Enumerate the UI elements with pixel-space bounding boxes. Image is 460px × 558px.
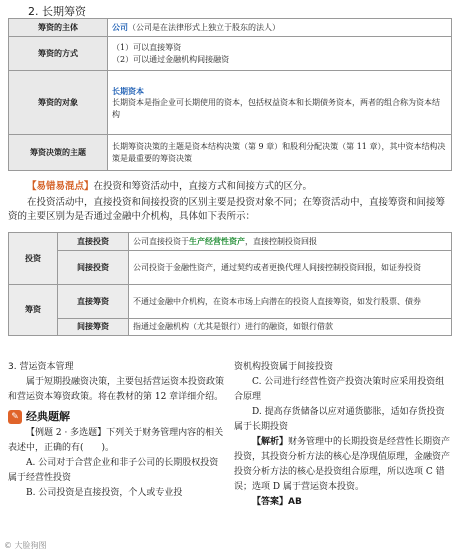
indirect-invest-label: 间接投资 [58,251,129,285]
direct-invest-cell [129,233,452,251]
finance-label: 筹资 [9,285,58,336]
direct-invest-label: 直接投资 [58,233,129,251]
highlight-text: 生产经营性资产 [189,236,245,246]
direct-finance-label: 直接筹资 [58,285,129,319]
section-title: 2. 长期筹资 [28,5,86,18]
table-row [9,319,452,336]
confusion-intro-text: 在投资和筹资活动中，直接方式和间接方式的区分。 [93,181,313,192]
highlight-text: 长期资本 [112,85,144,96]
table-row [9,19,452,37]
direct-indirect-table [8,232,452,336]
cell-line: （2）可以通过金融机构间接融资 [112,54,230,64]
subhead-working-capital: 3. 营运资本管理 [8,362,74,372]
table-row [9,285,452,319]
row-header: 筹资的对象 [9,71,108,135]
cell-text: 长期资本是指企业可长期使用的资本，包括权益资本和长期债务资本，两者的组合称为资本结构 [112,97,440,119]
row-cell [108,71,452,135]
confusion-tag: 【易错易混点】 [27,181,94,192]
cell-text: （公司是在法律形式上独立于股东的法人） [128,23,280,32]
invest-label: 投资 [9,233,58,285]
watermark-text: © 大脸狗图 [4,541,47,550]
row-cell [108,37,452,71]
cell-line: （1）可以直接筹资 [112,42,182,52]
working-capital-para: 属于短期投融资决策，主要包括营运资本投资政策和营运资本筹资政策。将在教材的第 12 章详细介绍。 [8,377,225,402]
analysis-text: 财务管理中的长期投资是经营性长期资产投资，其投资分析方法的核心是净现值原理，金融资产投资分析方法的核心是投资组合原理，所以选项 C 错误；选项 D 属于营运资本投资。 [234,437,451,492]
row-header: 筹资决策的主题 [9,135,108,171]
row-cell: 长期筹资决策的主题是资本结构决策（第 9 章）和股利分配决策（第 11 章），其中资本结构决策是最重要的筹资决策 [108,135,452,171]
indirect-finance-cell: 指通过金融机构（尤其是银行）进行的融资，如银行借款 [129,319,452,336]
confusion-intro [8,180,452,194]
right-column [234,360,452,510]
direct-finance-cell: 不通过金融中介机构，在资本市场上向潜在的投资人直接筹资，如发行股票、债券 [129,285,452,319]
cell-text: 公司直接投资于 [133,237,189,246]
pencil-icon: ✎ [8,410,22,424]
highlight-text: 公司 [112,22,128,32]
example-heading [8,409,226,424]
analysis-label: 【解析】 [252,437,289,447]
table-row [9,135,452,171]
table-row [9,251,452,285]
left-column [8,360,226,501]
indirect-finance-label: 间接筹资 [58,319,129,336]
answer-label: 【答案】 [252,497,289,507]
row-header: 筹资的主体 [9,19,108,37]
cell-text: ，直接控制投资回报 [245,237,317,246]
answer [234,495,452,510]
long-term-financing-table [8,18,452,171]
table-row [9,233,452,251]
table-row [9,37,452,71]
option-b-continued: 资机构投资属于间接投资 [234,362,334,372]
option-d: D. 提高存货储备以应对通货膨胀，适如存货投资属于长期投资 [234,407,445,432]
option-c: C. 公司进行经营性资产投资决策时应采用投资组合原理 [234,377,445,402]
option-a: A. 公司对于合营企业和非子公司的长期股权投资属于经营性投资 [8,458,219,483]
question-text: 【例题 2 · 多选题】下列关于财务管理内容的相关表述中，正确的有( )。 [8,428,224,453]
indirect-invest-cell: 公司投资于金融性资产，通过契约或者更换代理人间接控制投资回报，如证券投资 [129,251,452,285]
example-title: 经典题解 [26,410,70,423]
row-cell [108,19,452,37]
analysis [234,435,452,495]
answer-value: AB [288,497,302,507]
row-header: 筹资的方式 [9,37,108,71]
confusion-body: 在投资活动中，直接投资和间接投资的区别主要是投资对象不同；在筹资活动中，直接筹资和间接筹资的主要区别为是否通过金融中介机构，具体如下表所示： [8,197,446,222]
option-b: B. 公司投资是直接投资，个人或专业投 [26,488,183,498]
table-row [9,71,452,135]
